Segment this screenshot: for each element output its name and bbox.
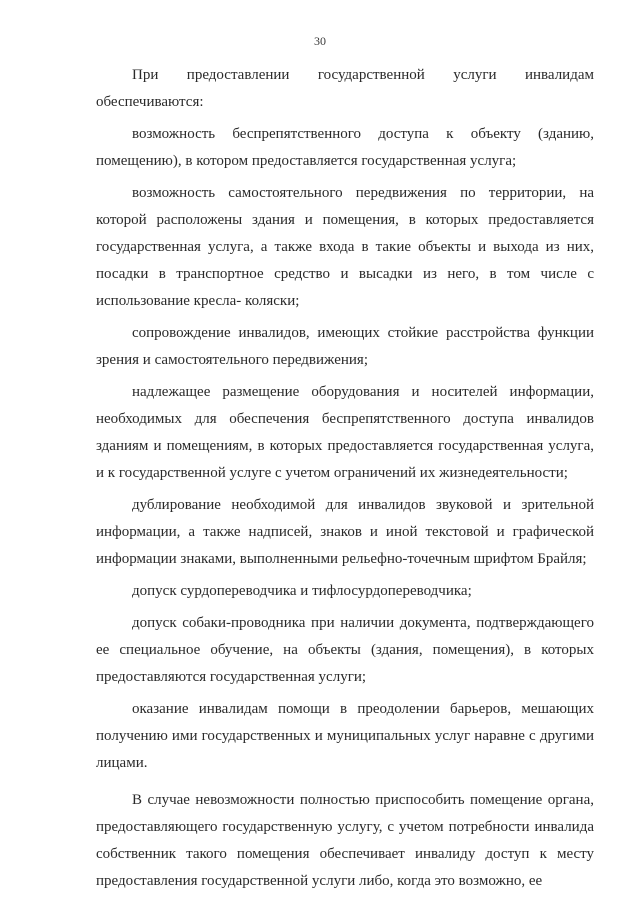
document-body — [96, 62, 594, 895]
paragraph-intro: При предоставлении государственной услуги инвалидам обеспечиваются: — [96, 67, 594, 110]
paragraph-access-to-object: возможность беспрепятственного доступа к объекту (зданию, помещению), в котором предоставляется государственная услуга; — [96, 126, 594, 169]
page-number: 30 — [314, 34, 326, 48]
paragraph-barrier-assistance: оказание инвалидам помощи в преодолении барьеров, мешающих получению ими государственных и муниципальных услуг наравне с другими лицами. — [96, 701, 594, 771]
paragraph-information-duplication: дублирование необходимой для инвалидов звуковой и зрительной информации, а также надписей, знаков и иной текстовой и графической информации знаками, выполненными рельефно-точечным шрифтом Брайля; — [96, 497, 594, 567]
paragraph-escort: сопровождение инвалидов, имеющих стойкие расстройства функции зрения и самостоятельного передвижения; — [96, 325, 594, 368]
paragraph-independent-movement: возможность самостоятельного передвижения по территории, на которой расположены здания и помещения, в которых предоставляется государственная услуга, а также входа в такие объекты и выхода из них, посадки в транспортное средство и высадки из него, в том числе с использование кресла- коляски; — [96, 185, 594, 309]
paragraph-premises-adaptation: В случае невозможности полностью приспособить помещение органа, предоставляющего государственную услугу, с учетом потребности инвалида собственник такого помещения обеспечивает инвалиду доступ к месту предоставления государственной услуги либо, когда это возможно, ее — [96, 792, 594, 889]
paragraph-equipment-placement: надлежащее размещение оборудования и носителей информации, необходимых для обеспечения беспрепятственного доступа инвалидов зданиям и помещениям, в которых предоставляется государственная услуга, и к государственной услуге с учетом ограничений их жизнедеятельности; — [96, 384, 594, 481]
paragraph-interpreter-admission: допуск сурдопереводчика и тифлосурдопереводчика; — [132, 583, 472, 599]
paragraph-guide-dog-admission: допуск собаки-проводника при наличии документа, подтверждающего ее специальное обучение, на объекты (здания, помещения), в которых предоставляются государственная услуги; — [96, 615, 594, 685]
